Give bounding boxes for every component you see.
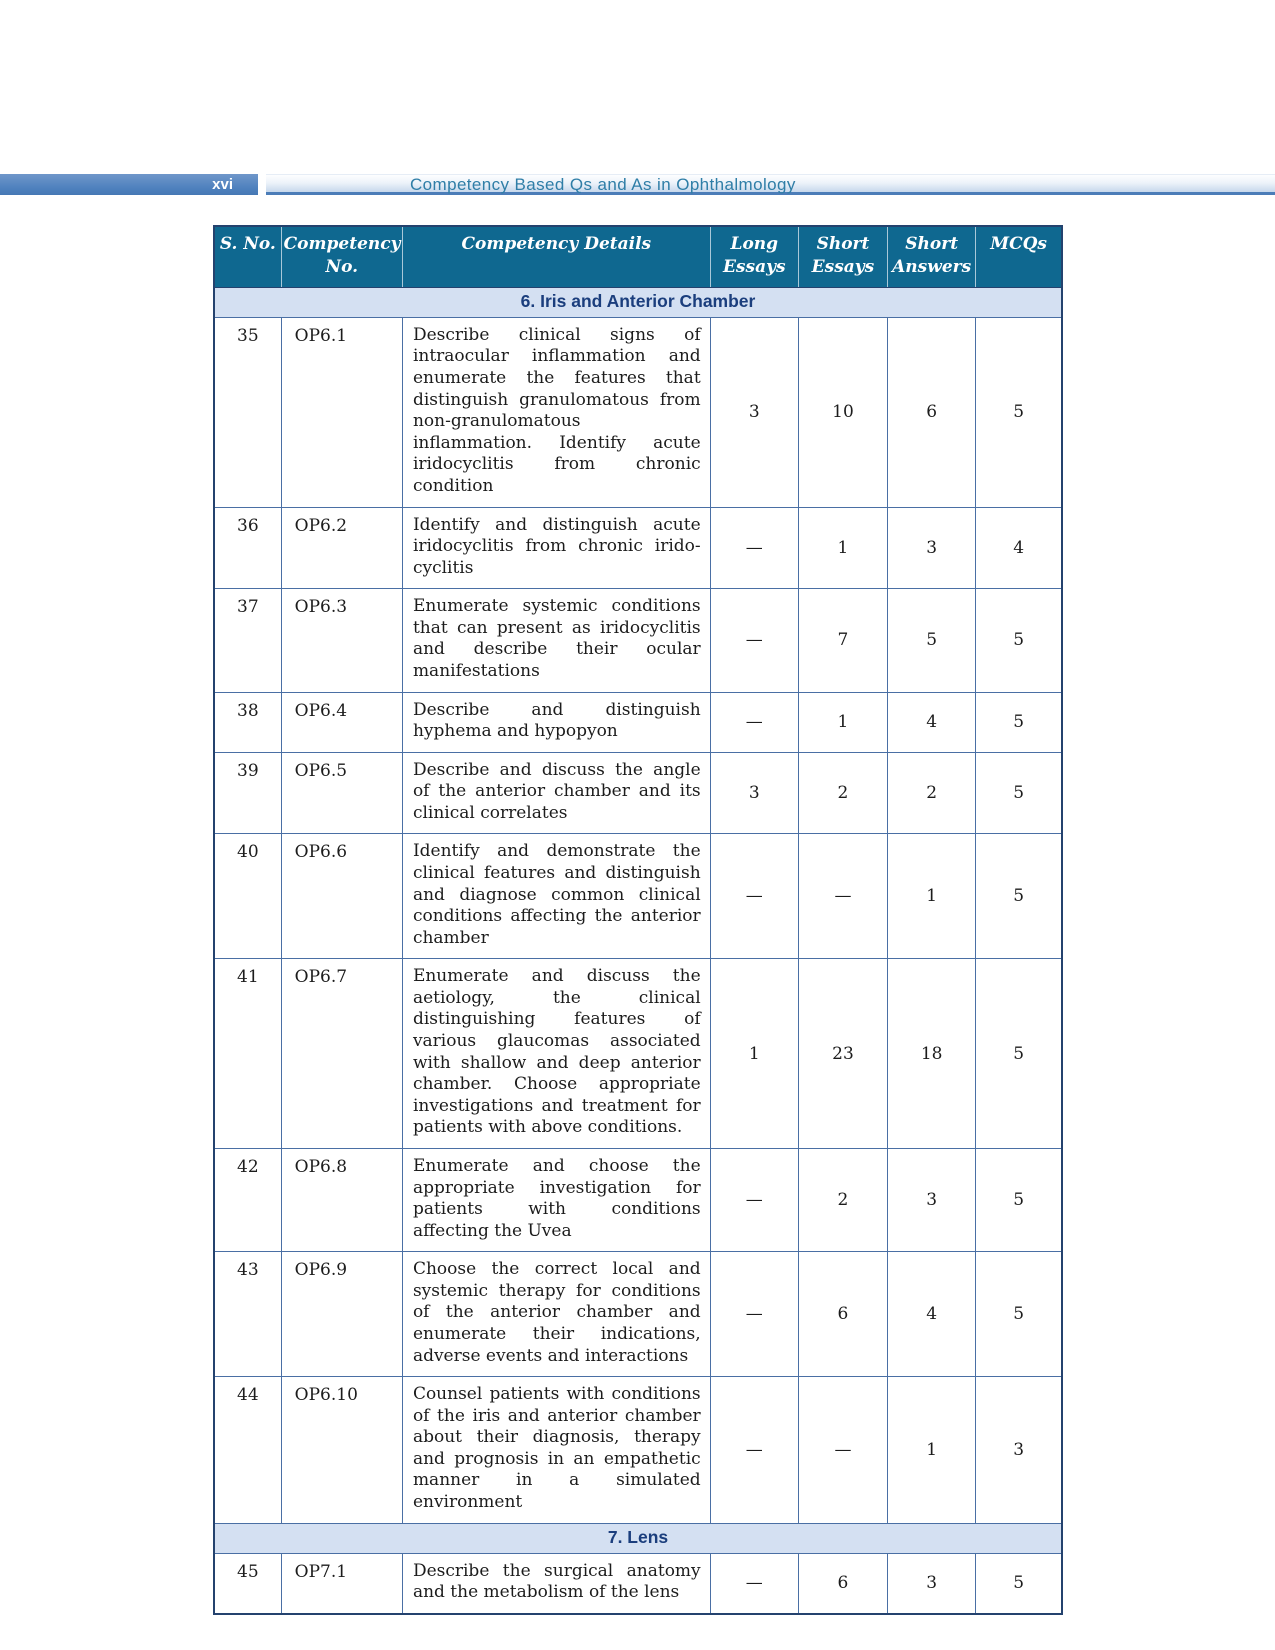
long-essays-cell: — — [710, 1377, 798, 1523]
mcqs-cell: 5 — [976, 589, 1062, 692]
short-essays-cell: 10 — [798, 317, 887, 507]
table-row — [214, 317, 1062, 507]
sno-cell: 44 — [214, 1377, 281, 1523]
long-essays-cell: 1 — [710, 959, 798, 1149]
long-essays-cell: — — [710, 1252, 798, 1377]
competency-table — [213, 225, 1063, 1615]
mcqs-cell: 5 — [976, 1148, 1062, 1251]
column-header-short-essays: Short Essays — [798, 226, 887, 287]
table-row — [214, 589, 1062, 692]
section-header-row — [214, 287, 1062, 317]
long-essays-cell: — — [710, 1148, 798, 1251]
table-row — [214, 752, 1062, 834]
short-answers-cell: 4 — [888, 692, 976, 752]
sno-cell: 36 — [214, 507, 281, 589]
column-header-short-answers: Short Answers — [888, 226, 976, 287]
running-head — [0, 174, 1275, 196]
sno-cell: 45 — [214, 1553, 281, 1614]
short-essays-cell: 1 — [798, 507, 887, 589]
competency-no-cell: OP6.2 — [281, 507, 402, 589]
competency-details-cell: Describe and discuss the angle of the anterior chamber and its clinical correlates — [402, 752, 710, 834]
sno-cell: 38 — [214, 692, 281, 752]
mcqs-cell: 5 — [976, 1553, 1062, 1614]
competency-no-cell: OP6.7 — [281, 959, 402, 1149]
short-essays-cell: 6 — [798, 1553, 887, 1614]
table-row — [214, 1377, 1062, 1523]
sno-cell: 37 — [214, 589, 281, 692]
short-essays-cell: 6 — [798, 1252, 887, 1377]
short-answers-cell: 3 — [888, 1148, 976, 1251]
mcqs-cell: 3 — [976, 1377, 1062, 1523]
short-essays-cell: 7 — [798, 589, 887, 692]
long-essays-cell: — — [710, 589, 798, 692]
running-head-bar — [266, 174, 1275, 195]
short-essays-cell: — — [798, 1377, 887, 1523]
short-answers-cell: 1 — [888, 1377, 976, 1523]
long-essays-cell: — — [710, 507, 798, 589]
table-header-row — [214, 226, 1062, 287]
table-row — [214, 1553, 1062, 1614]
competency-no-cell: OP6.10 — [281, 1377, 402, 1523]
competency-details-cell: Describe and distinguish hyphema and hypopyon — [402, 692, 710, 752]
sno-cell: 42 — [214, 1148, 281, 1251]
competency-details-cell: Describe the surgical anatomy and the metabolism of the lens — [402, 1553, 710, 1614]
column-header-competency-details: Competency Details — [402, 226, 710, 287]
column-header-sno: S. No. — [214, 226, 281, 287]
folio-bar — [0, 174, 258, 195]
running-head-title: Competency Based Qs and As in Ophthalmology — [410, 175, 796, 194]
competency-details-cell: Describe clinical signs of intraocular inflammation and enumerate the features that distinguish granulomatous from non-granulomatous inflammation. Identify acute iridocyclitis from chronic condition — [402, 317, 710, 507]
competency-details-cell: Enumerate systemic conditions that can present as iridocyclitis and describe their ocular manifestations — [402, 589, 710, 692]
competency-details-cell: Counsel patients with conditions of the iris and anterior chamber about their diagnosis, therapy and prognosis in an empathetic manner in a simulated environment — [402, 1377, 710, 1523]
column-header-long-essays: Long Essays — [710, 226, 798, 287]
competency-no-cell: OP6.3 — [281, 589, 402, 692]
short-answers-cell: 3 — [888, 1553, 976, 1614]
column-header-mcqs: MCQs — [976, 226, 1062, 287]
page-number: xvi — [212, 176, 233, 193]
competency-no-cell: OP6.1 — [281, 317, 402, 507]
sno-cell: 39 — [214, 752, 281, 834]
competency-details-cell: Choose the correct local and systemic therapy for conditions of the anterior chamber and enumerate their indications, adverse events and interactions — [402, 1252, 710, 1377]
short-answers-cell: 5 — [888, 589, 976, 692]
competency-no-cell: OP6.9 — [281, 1252, 402, 1377]
table-row — [214, 692, 1062, 752]
long-essays-cell: 3 — [710, 317, 798, 507]
sno-cell: 40 — [214, 834, 281, 959]
short-answers-cell: 6 — [888, 317, 976, 507]
long-essays-cell: — — [710, 692, 798, 752]
mcqs-cell: 5 — [976, 752, 1062, 834]
mcqs-cell: 5 — [976, 1252, 1062, 1377]
table-row — [214, 959, 1062, 1149]
table-row — [214, 834, 1062, 959]
competency-no-cell: OP6.8 — [281, 1148, 402, 1251]
short-answers-cell: 2 — [888, 752, 976, 834]
section-header-row — [214, 1523, 1062, 1553]
short-answers-cell: 18 — [888, 959, 976, 1149]
short-essays-cell: 23 — [798, 959, 887, 1149]
mcqs-cell: 4 — [976, 507, 1062, 589]
competency-no-cell: OP6.5 — [281, 752, 402, 834]
mcqs-cell: 5 — [976, 317, 1062, 507]
competency-details-cell: Identify and distinguish acute iridocyclitis from chronic iridocyclitis — [402, 507, 710, 589]
long-essays-cell: — — [710, 834, 798, 959]
sno-cell: 35 — [214, 317, 281, 507]
column-header-competency-no: Competency No. — [281, 226, 402, 287]
table-row — [214, 507, 1062, 589]
short-answers-cell: 3 — [888, 507, 976, 589]
section-title: 7. Lens — [214, 1523, 1062, 1553]
short-essays-cell: — — [798, 834, 887, 959]
table-body — [214, 287, 1062, 1613]
short-answers-cell: 4 — [888, 1252, 976, 1377]
competency-details-cell: Identify and demonstrate the clinical features and distinguish and diagnose common clinical conditions affecting the anterior chamber — [402, 834, 710, 959]
sno-cell: 43 — [214, 1252, 281, 1377]
table-row — [214, 1148, 1062, 1251]
short-essays-cell: 2 — [798, 752, 887, 834]
competency-details-cell: Enumerate and discuss the aetiology, the clinical distinguishing features of various glaucomas associated with shallow and deep anterior chamber. Choose appropriate investigations and treatment for patients with above conditions. — [402, 959, 710, 1149]
section-title: 6. Iris and Anterior Chamber — [214, 287, 1062, 317]
competency-no-cell: OP6.4 — [281, 692, 402, 752]
mcqs-cell: 5 — [976, 959, 1062, 1149]
sno-cell: 41 — [214, 959, 281, 1149]
short-answers-cell: 1 — [888, 834, 976, 959]
short-essays-cell: 2 — [798, 1148, 887, 1251]
table-row — [214, 1252, 1062, 1377]
competency-details-cell: Enumerate and choose the appropriate investigation for patients with conditions affecting the Uvea — [402, 1148, 710, 1251]
competency-no-cell: OP7.1 — [281, 1553, 402, 1614]
long-essays-cell: — — [710, 1553, 798, 1614]
mcqs-cell: 5 — [976, 834, 1062, 959]
competency-no-cell: OP6.6 — [281, 834, 402, 959]
short-essays-cell: 1 — [798, 692, 887, 752]
long-essays-cell: 3 — [710, 752, 798, 834]
mcqs-cell: 5 — [976, 692, 1062, 752]
